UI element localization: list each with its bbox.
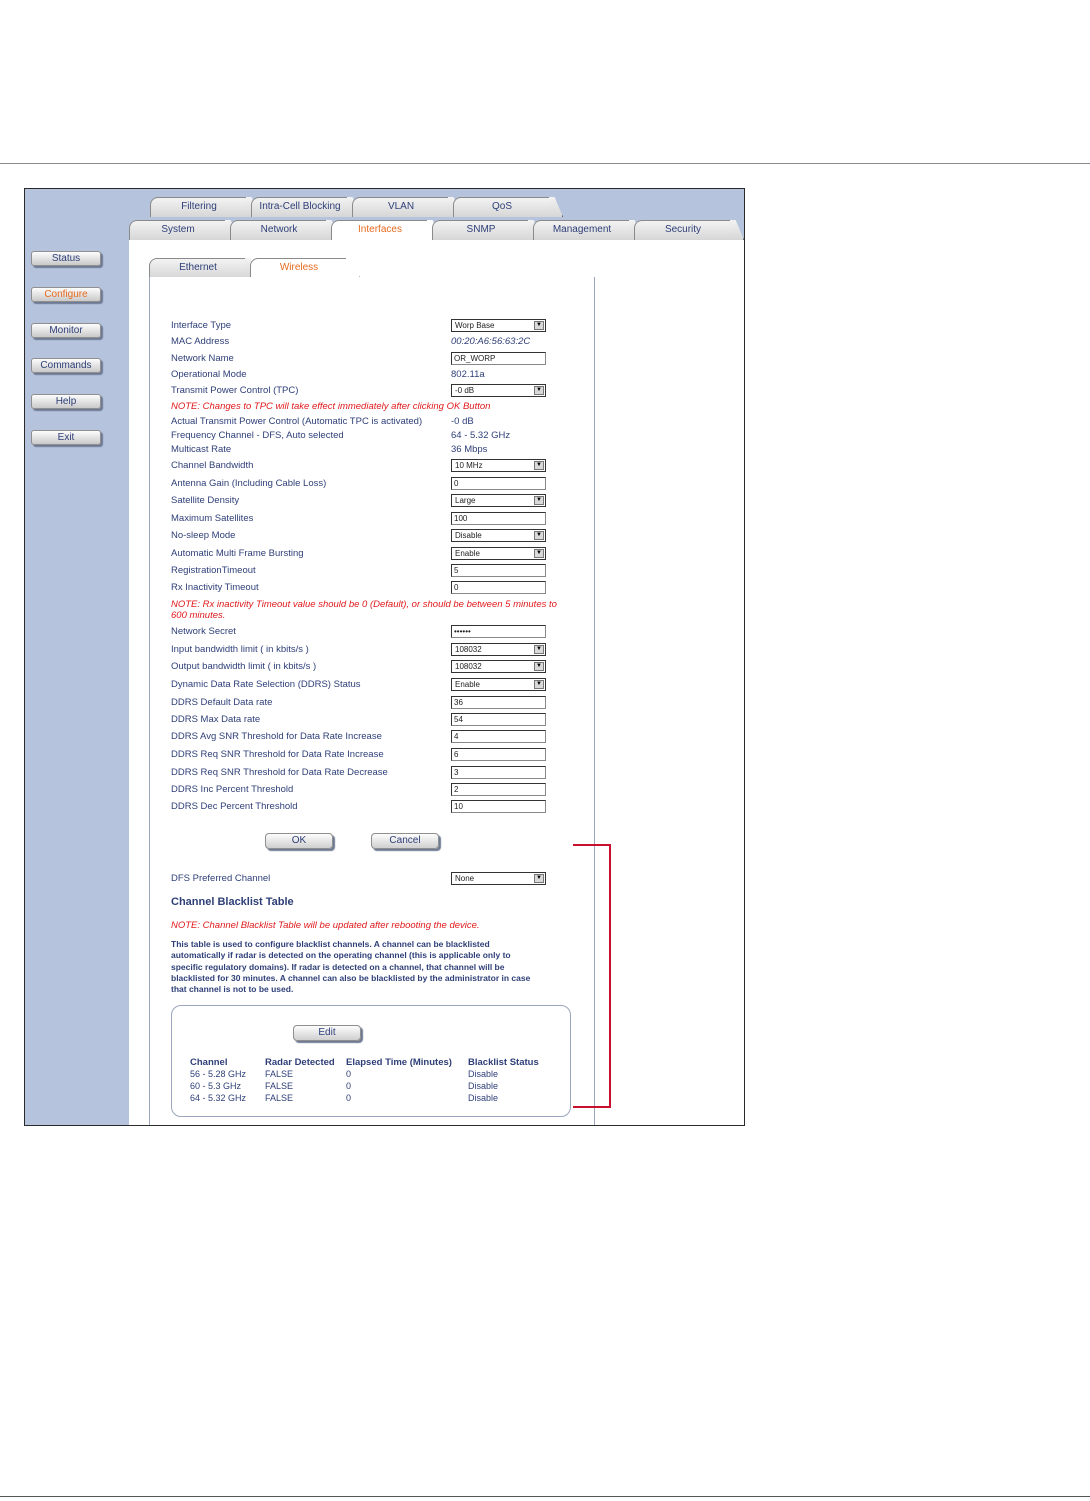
tab-security[interactable]: Security [634,220,732,240]
sidebar-status-button[interactable]: Status [31,251,101,266]
output-bw-label: Output bandwidth limit ( in kbits/s ) [171,661,317,672]
chevron-down-icon: ▼ [534,386,544,395]
sidebar [25,189,129,1125]
satellite-density-select[interactable]: Large ▼ [451,494,546,507]
input-bw-select[interactable]: 108032 ▼ [451,643,546,656]
blacklist-note: NOTE: Channel Blacklist Table will be updated after rebooting the device. [171,920,480,931]
footer-rule [0,1496,1090,1497]
table-cell: 64 - 5.32 GHz [190,1093,247,1103]
col-header-status: Blacklist Status [468,1057,539,1068]
sidebar-monitor-button[interactable]: Monitor [31,323,101,338]
channel-bandwidth-label: Channel Bandwidth [171,460,254,471]
ddrs-max-label: DDRS Max Data rate [171,714,261,725]
network-secret-input[interactable]: •••••• [451,625,546,638]
cancel-button[interactable]: Cancel [371,833,439,849]
tab-filtering[interactable]: Filtering [150,197,248,217]
tab-management[interactable]: Management [533,220,631,240]
ddrs-inc-pct-input[interactable]: 2 [451,783,546,796]
chevron-down-icon: ▼ [534,549,544,558]
sidebar-help-button[interactable]: Help [31,394,101,409]
tab-network[interactable]: Network [230,220,328,240]
tab-intra-cell-blocking[interactable]: Intra-Cell Blocking [251,197,349,217]
screenshot-frame [24,188,745,1126]
registration-timeout-input[interactable]: 5 [451,564,546,577]
interface-type-label: Interface Type [171,320,232,331]
antenna-gain-input[interactable]: 0 [451,477,546,490]
rx-inactivity-input[interactable]: 0 [451,581,546,594]
col-header-elapsed: Elapsed Time (Minutes) [346,1057,452,1068]
chevron-down-icon: ▼ [534,531,544,540]
table-cell: 56 - 5.28 GHz [190,1069,247,1079]
amfb-select[interactable]: Enable ▼ [451,547,546,560]
tab-qos[interactable]: QoS [453,197,551,217]
ddrs-status-select[interactable]: Enable ▼ [451,678,546,691]
chevron-down-icon: ▼ [534,496,544,505]
registration-timeout-label: RegistrationTimeout [171,565,256,576]
ddrs-req-dec-input[interactable]: 3 [451,766,546,779]
operational-mode-value: 802.11a [451,369,485,380]
no-sleep-mode-select[interactable]: Disable ▼ [451,529,546,542]
satellite-density-label: Satellite Density [171,495,240,506]
table-cell: 60 - 5.3 GHz [190,1081,242,1091]
table-cell: 0 [346,1081,352,1091]
no-sleep-mode-label: No-sleep Mode [171,530,236,541]
multicast-rate-value: 36 Mbps [451,444,488,455]
col-header-radar: Radar Detected [265,1057,335,1068]
ddrs-default-input[interactable]: 36 [451,696,546,709]
operational-mode-label: Operational Mode [171,369,247,380]
chevron-down-icon: ▼ [534,662,544,671]
table-cell: FALSE [265,1069,294,1079]
actual-tpc-value: -0 dB [451,416,474,427]
rx-inactivity-label: Rx Inactivity Timeout [171,582,259,593]
table-cell: FALSE [265,1081,294,1091]
annotation-bracket [573,844,611,1108]
output-bw-select[interactable]: 108032 ▼ [451,660,546,673]
tpc-label: Transmit Power Control (TPC) [171,385,299,396]
table-cell: Disable [468,1081,499,1091]
tab-system[interactable]: System [129,220,227,240]
ddrs-req-inc-label: DDRS Req SNR Threshold for Data Rate Increase [171,749,384,760]
channel-bandwidth-select[interactable]: 10 MHz ▼ [451,459,546,472]
ok-button[interactable]: OK [265,833,333,849]
input-bw-label: Input bandwidth limit ( in kbits/s ) [171,644,309,655]
sidebar-exit-button[interactable]: Exit [31,430,101,445]
ddrs-inc-pct-label: DDRS Inc Percent Threshold [171,784,294,795]
ddrs-max-input[interactable]: 54 [451,713,546,726]
sidebar-commands-button[interactable]: Commands [31,358,101,373]
ddrs-dec-pct-input[interactable]: 10 [451,800,546,813]
chevron-down-icon: ▼ [534,321,544,330]
amfb-label: Automatic Multi Frame Bursting [171,548,304,559]
dfs-preferred-select[interactable]: None ▼ [451,872,546,885]
table-cell: 0 [346,1093,352,1103]
dfs-preferred-label: DFS Preferred Channel [171,873,271,884]
blacklist-title: Channel Blacklist Table [171,896,294,908]
multicast-rate-label: Multicast Rate [171,444,232,455]
chevron-down-icon: ▼ [534,461,544,470]
ddrs-req-inc-input[interactable]: 6 [451,748,546,761]
tab-ethernet[interactable]: Ethernet [149,258,247,278]
interface-type-select[interactable]: Worp Base ▼ [451,319,546,332]
chevron-down-icon: ▼ [534,680,544,689]
frequency-channel-label: Frequency Channel - DFS, Auto selected [171,430,344,441]
antenna-gain-label: Antenna Gain (Including Cable Loss) [171,478,327,489]
network-name-label: Network Name [171,353,234,364]
mac-address-label: MAC Address [171,336,230,347]
max-satellites-input[interactable]: 100 [451,512,546,525]
ddrs-dec-pct-label: DDRS Dec Percent Threshold [171,801,298,812]
tpc-select[interactable]: -0 dB ▼ [451,384,546,397]
header-rule [0,163,1090,164]
ddrs-avg-snr-label: DDRS Avg SNR Threshold for Data Rate Increase [171,731,382,742]
network-name-input[interactable]: OR_WORP [451,352,546,365]
table-cell: Disable [468,1069,499,1079]
ddrs-status-label: Dynamic Data Rate Selection (DDRS) Status [171,679,361,690]
table-cell: Disable [468,1093,499,1103]
tpc-note: NOTE: Changes to TPC will take effect immediately after clicking OK Button [171,401,491,412]
rx-note-line1: NOTE: Rx inactivity Timeout value should be 0 (Default), or should be between 5 minutes to [171,599,557,610]
table-cell: FALSE [265,1093,294,1103]
network-secret-label: Network Secret [171,626,236,637]
rx-note-line2: 600 minutes. [171,610,226,621]
actual-tpc-label: Actual Transmit Power Control (Automatic TPC is activated) [171,416,423,427]
sidebar-configure-button[interactable]: Configure [31,287,101,302]
tab-interfaces[interactable]: Interfaces [331,220,429,240]
max-satellites-label: Maximum Satellites [171,513,254,524]
frequency-channel-value: 64 - 5.32 GHz [451,430,511,441]
chevron-down-icon: ▼ [534,874,544,883]
chevron-down-icon: ▼ [534,645,544,654]
tab-vlan[interactable]: VLAN [352,197,450,217]
blacklist-description: This table is used to configure blacklist channels. A channel can be blacklisted automatically if radar is detected on the operating channel (this is applicable only to specific regulatory domains). If radar is detected on a channel, that channel will be blacklisted for 30 minutes. A channel can also be blacklisted by the administrator in case that channel is not to be used. [171,939,531,995]
tab-snmp[interactable]: SNMP [432,220,530,240]
mac-address-value: 00:20:A6:56:63:2C [451,336,531,347]
col-header-channel: Channel [190,1057,228,1068]
edit-button[interactable]: Edit [293,1025,361,1041]
ddrs-avg-snr-input[interactable]: 4 [451,730,546,743]
ddrs-default-label: DDRS Default Data rate [171,697,273,708]
tab-wireless[interactable]: Wireless [250,258,348,278]
ddrs-req-dec-label: DDRS Req SNR Threshold for Data Rate Decrease [171,767,388,778]
table-cell: 0 [346,1069,352,1079]
